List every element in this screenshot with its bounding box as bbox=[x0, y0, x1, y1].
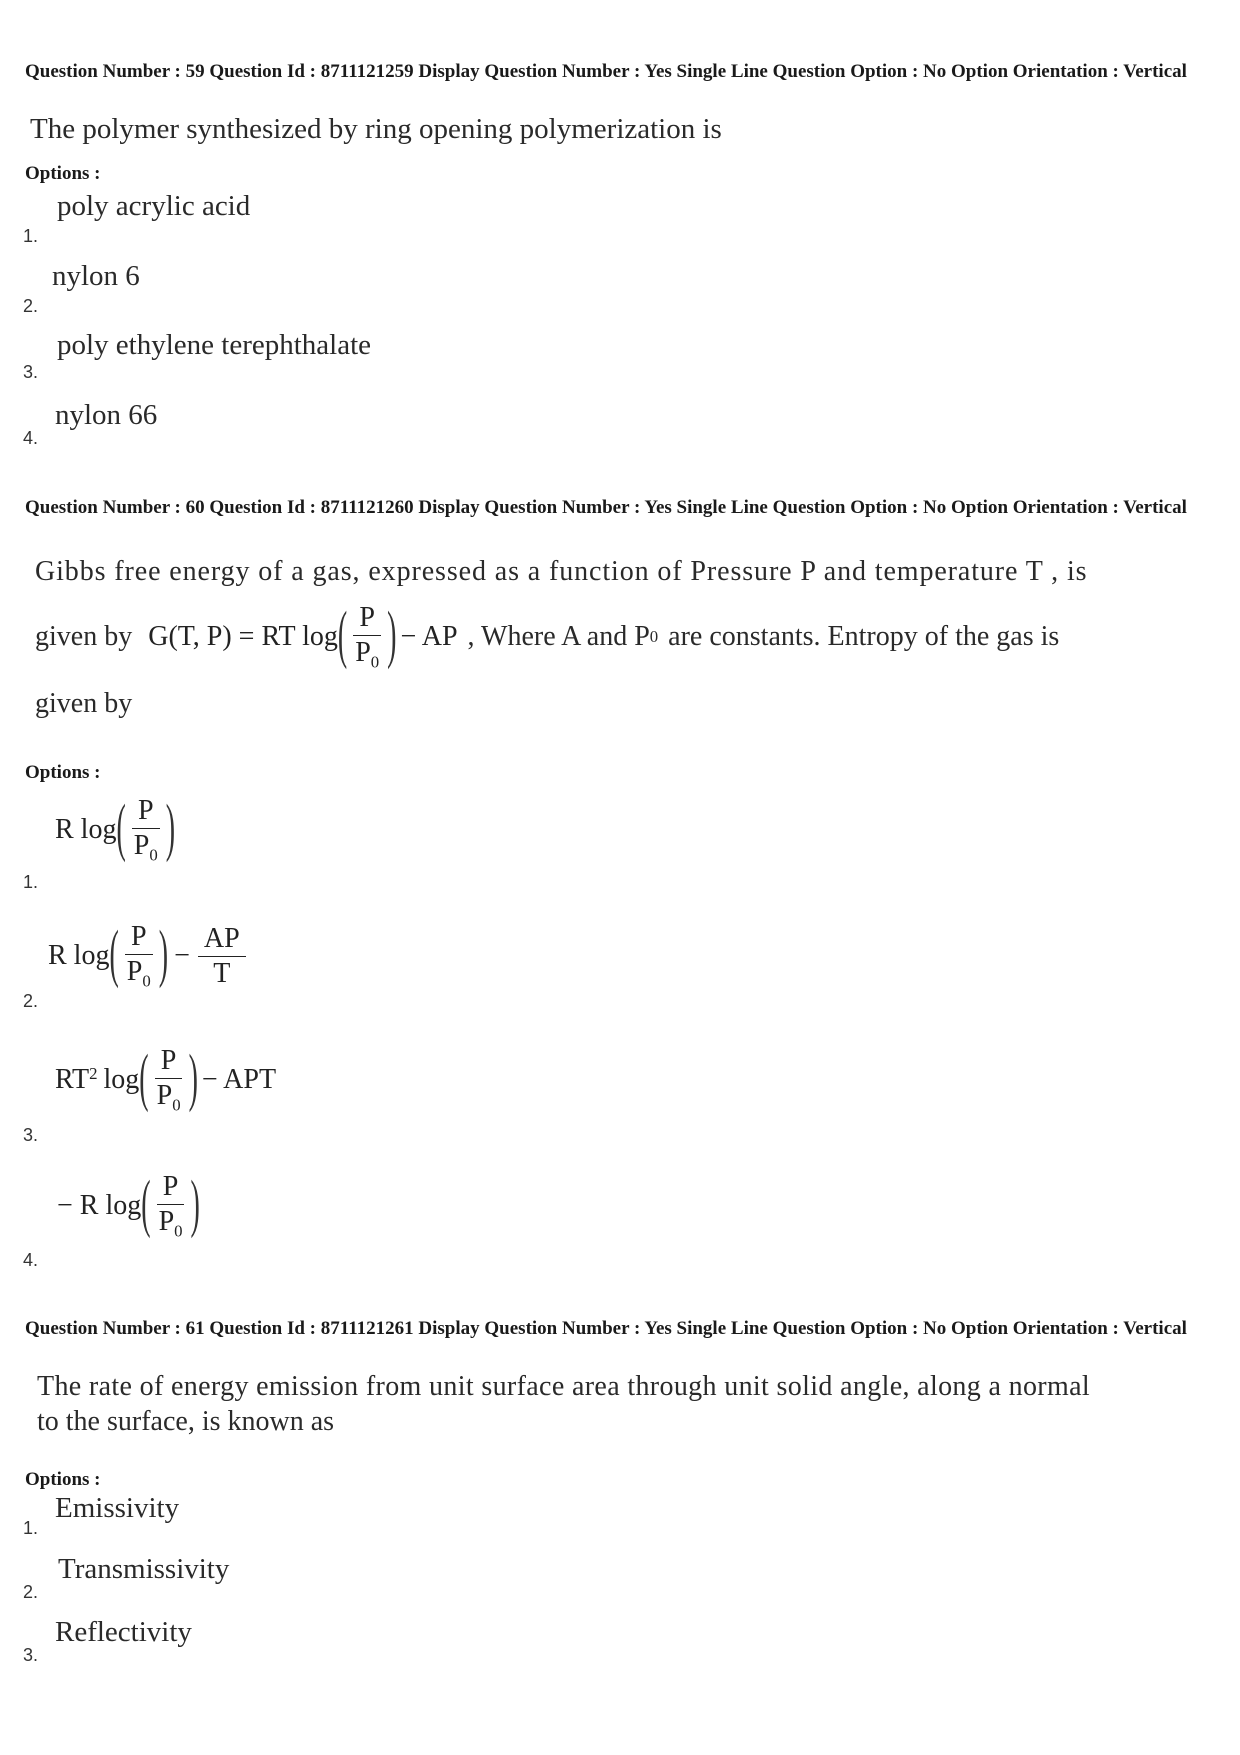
q60-opt2-frac-num: P bbox=[125, 922, 153, 954]
q61-option-3-text[interactable]: Reflectivity bbox=[55, 1616, 192, 1648]
q60-opt4-prefix: − R log bbox=[57, 1190, 142, 1221]
q60-opt3-paren-open: ( bbox=[139, 1043, 149, 1115]
q61-option-1-text[interactable]: Emissivity bbox=[55, 1492, 180, 1524]
question-61-stem-line-2: to the surface, is known as bbox=[37, 1406, 335, 1437]
q60-opt2-frac-den: $P_0$ bbox=[126, 955, 151, 991]
q61-option-2-text[interactable]: Transmissivity bbox=[58, 1553, 230, 1585]
q60-opt2-paren-open: ( bbox=[109, 919, 119, 991]
q60-opt2-frac2-num: AP bbox=[198, 924, 246, 956]
q61-option-1-number: 1. bbox=[23, 1518, 39, 1538]
question-60-stem-line-1: Gibbs free energy of a gas, expressed as a function of Pressure P and temperature T , is bbox=[35, 556, 1088, 587]
q60-option-4-formula[interactable] bbox=[57, 1166, 200, 1246]
q60-stem-paren-open: ( bbox=[337, 600, 348, 672]
q60-opt2-frac2-den: T bbox=[213, 957, 231, 989]
question-61-options-label: Options : bbox=[25, 1469, 101, 1490]
q60-opt1-paren-close: ) bbox=[165, 793, 176, 865]
q59-option-1-number: 1. bbox=[23, 226, 39, 246]
q61-option-3-number: 3. bbox=[23, 1645, 39, 1665]
question-61-meta: Question Number : 61 Question Id : 8711121261 Display Question Number : Yes Single Line Question Option : No Option Orientation : Vertical bbox=[25, 1318, 1187, 1339]
q60-option-1-number: 1. bbox=[23, 872, 39, 892]
q60-opt3-frac-num: P bbox=[155, 1046, 183, 1078]
q60-stem-eq-left: G(T, P) = RT log bbox=[148, 621, 338, 652]
q60-stem-frac-num: P bbox=[353, 603, 381, 635]
q60-option-4-number: 4. bbox=[23, 1250, 39, 1270]
q59-option-4-number: 4. bbox=[23, 428, 39, 448]
q60-opt2-prefix: R log bbox=[48, 940, 110, 971]
q60-opt3-suffix: − APT bbox=[201, 1064, 277, 1095]
q60-opt2-fraction-2 bbox=[198, 924, 246, 988]
question-60-stem-line-2 bbox=[35, 597, 1059, 677]
question-60-stem-line-3: given by bbox=[35, 688, 133, 719]
q60-opt1-frac-num: P bbox=[132, 796, 160, 828]
q60-opt4-paren-close: ) bbox=[190, 1169, 200, 1241]
q60-opt1-prefix: R log bbox=[55, 814, 117, 845]
q60-opt1-frac-den: $P_0$ bbox=[133, 829, 158, 865]
q60-opt3-sup: 2 bbox=[89, 1064, 98, 1083]
question-59-meta: Question Number : 59 Question Id : 8711121259 Display Question Number : Yes Single Line Question Option : No Option Orientation : Vertical bbox=[25, 61, 1187, 82]
q60-opt4-frac-num: P bbox=[157, 1172, 185, 1204]
q61-option-2-number: 2. bbox=[23, 1582, 39, 1602]
q60-opt1-fraction bbox=[128, 796, 164, 864]
q60-opt2-minus: − bbox=[174, 940, 190, 971]
question-60-meta: Question Number : 60 Question Id : 8711121260 Display Question Number : Yes Single Line Question Option : No Option Orientation : Vertical bbox=[25, 497, 1187, 518]
q60-opt1-paren-open: ( bbox=[116, 793, 126, 865]
q60-opt3-frac-den: $P_0$ bbox=[156, 1079, 181, 1115]
q60-opt3-log: log bbox=[103, 1064, 140, 1095]
question-59-options-label: Options : bbox=[25, 163, 101, 184]
q59-option-2-number: 2. bbox=[23, 296, 39, 316]
q60-option-1-formula[interactable] bbox=[55, 790, 175, 870]
q60-option-2-formula[interactable] bbox=[48, 916, 248, 996]
q60-opt3-fraction bbox=[151, 1046, 187, 1114]
question-61-stem-line-1: The rate of energy emission from unit surface area through unit solid angle, along a normal bbox=[37, 1371, 1091, 1402]
q60-stem-where-sub: 0 bbox=[649, 627, 659, 646]
q59-option-3-text[interactable]: poly ethylene terephthalate bbox=[57, 329, 372, 361]
q59-option-1-text[interactable]: poly acrylic acid bbox=[57, 190, 251, 222]
q60-stem-given-by: given by bbox=[35, 621, 133, 652]
q60-opt3-paren-close: ) bbox=[188, 1043, 198, 1115]
q59-option-2-text[interactable]: nylon 6 bbox=[52, 260, 140, 292]
q60-stem-fraction bbox=[349, 603, 385, 671]
q60-stem-constants: are constants. Entropy of the gas is bbox=[668, 621, 1060, 652]
question-59-stem: The polymer synthesized by ring opening polymerization is bbox=[30, 113, 722, 145]
q59-option-4-text[interactable]: nylon 66 bbox=[55, 399, 158, 431]
q60-stem-frac-den: $P_0$ bbox=[355, 636, 380, 672]
q59-option-3-number: 3. bbox=[23, 362, 39, 382]
q60-opt4-frac-den: $P_0$ bbox=[158, 1205, 183, 1241]
q60-opt3-prefix: RT bbox=[55, 1064, 90, 1095]
q60-option-2-number: 2. bbox=[23, 991, 39, 1011]
question-60-options-label: Options : bbox=[25, 762, 101, 783]
q60-opt2-fraction bbox=[121, 922, 157, 990]
q60-opt4-paren-open: ( bbox=[141, 1169, 151, 1241]
q60-stem-eq-right: − AP bbox=[400, 621, 458, 652]
q60-opt4-fraction bbox=[153, 1172, 189, 1240]
q60-opt2-paren-close: ) bbox=[158, 919, 169, 991]
q60-stem-where: , Where A and P bbox=[467, 621, 650, 652]
q60-option-3-formula[interactable] bbox=[55, 1040, 276, 1120]
q60-option-3-number: 3. bbox=[23, 1125, 39, 1145]
q60-stem-paren-close: ) bbox=[387, 600, 397, 672]
